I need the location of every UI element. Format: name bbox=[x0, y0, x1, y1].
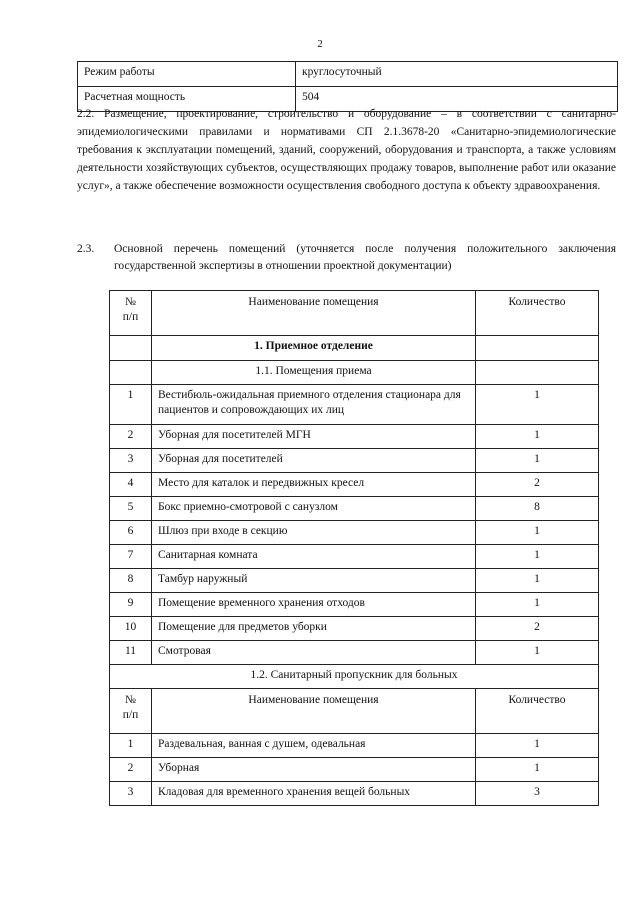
empty-cell bbox=[110, 336, 152, 361]
paragraph-2-2: 2.2. Размещение, проектирование, строительство и оборудование – в соответствии с санитарно-эпидемиологическими правилами и нормативами СП 2.1.3678-20 «Санитарно-эпидемиологические требования к эксплуатации помещений, зданий, сооружений, оборудования и транспорта, а также условиям деятельности хозяйствующих субъектов, осуществляющих продажу товаров, выполнение работ или оказание услуг», а также обеспечение возможности осуществления свободного доступа к объекту здравоохранения. bbox=[77, 108, 616, 192]
table-row bbox=[110, 521, 599, 545]
room-name: Уборная для посетителей bbox=[152, 449, 476, 473]
table-row bbox=[110, 569, 599, 593]
room-name: Помещение временного хранения отходов bbox=[152, 593, 476, 617]
section-title: 1. Приемное отделение bbox=[152, 336, 476, 361]
room-quantity: 1 bbox=[476, 545, 599, 569]
room-quantity: 1 bbox=[476, 425, 599, 449]
room-name: Кладовая для временного хранения вещей больных bbox=[152, 782, 476, 806]
row-number: 8 bbox=[110, 569, 152, 593]
table-row bbox=[110, 545, 599, 569]
row-number: 1 bbox=[110, 734, 152, 758]
row-number: 7 bbox=[110, 545, 152, 569]
room-quantity: 8 bbox=[476, 497, 599, 521]
empty-cell bbox=[476, 361, 599, 385]
room-quantity: 3 bbox=[476, 782, 599, 806]
table-row bbox=[110, 497, 599, 521]
header-quantity: Количество bbox=[476, 689, 599, 734]
row-number: 2 bbox=[110, 425, 152, 449]
room-name: Раздевальная, ванная с душем, одевальная bbox=[152, 734, 476, 758]
table-row bbox=[110, 782, 599, 806]
room-quantity: 1 bbox=[476, 385, 599, 425]
param-value: 504 bbox=[296, 87, 618, 112]
room-quantity: 1 bbox=[476, 641, 599, 665]
section-text: Основной перечень помещений (уточняется после получения положительного заключения государственной экспертизы в отношении проектной документации) bbox=[114, 243, 616, 272]
rooms-table bbox=[109, 290, 599, 806]
row-number: 9 bbox=[110, 593, 152, 617]
row-number: 11 bbox=[110, 641, 152, 665]
row-number: 2 bbox=[110, 758, 152, 782]
room-name: Тамбур наружный bbox=[152, 569, 476, 593]
room-name: Место для каталок и передвижных кресел bbox=[152, 473, 476, 497]
param-label: Расчетная мощность bbox=[78, 87, 296, 112]
room-name: Бокс приемно-смотровой с санузлом bbox=[152, 497, 476, 521]
table-row bbox=[110, 473, 599, 497]
header-quantity: Количество bbox=[476, 291, 599, 336]
room-quantity: 1 bbox=[476, 758, 599, 782]
room-name: Вестибюль-ожидальная приемного отделения стационара для пациентов и сопровождающих их лиц bbox=[152, 385, 476, 425]
room-name: Уборная bbox=[152, 758, 476, 782]
table-row bbox=[110, 385, 599, 425]
table-row bbox=[110, 641, 599, 665]
param-value: круглосуточный bbox=[296, 62, 618, 87]
table-row bbox=[110, 617, 599, 641]
table-header-row bbox=[110, 689, 599, 734]
empty-cell bbox=[110, 361, 152, 385]
room-quantity: 2 bbox=[476, 617, 599, 641]
table-row bbox=[78, 62, 618, 87]
row-number: 5 bbox=[110, 497, 152, 521]
row-number: 4 bbox=[110, 473, 152, 497]
subsection-title: 1.1. Помещения приема bbox=[152, 361, 476, 385]
header-name: Наименование помещения bbox=[152, 291, 476, 336]
row-number: 6 bbox=[110, 521, 152, 545]
room-quantity: 2 bbox=[476, 473, 599, 497]
row-number: 10 bbox=[110, 617, 152, 641]
subsection-title-row bbox=[110, 665, 599, 689]
page-number: 2 bbox=[317, 38, 323, 50]
header-number: № п/п bbox=[110, 291, 152, 336]
row-number: 1 bbox=[110, 385, 152, 425]
section-2-3 bbox=[77, 241, 616, 275]
room-quantity: 1 bbox=[476, 449, 599, 473]
section-number: 2.3. bbox=[77, 243, 95, 255]
table-row bbox=[110, 758, 599, 782]
table-row bbox=[110, 734, 599, 758]
room-name: Санитарная комната bbox=[152, 545, 476, 569]
room-quantity: 1 bbox=[476, 521, 599, 545]
room-quantity: 1 bbox=[476, 734, 599, 758]
subsection-title-row bbox=[110, 361, 599, 385]
room-name: Шлюз при входе в секцию bbox=[152, 521, 476, 545]
table-row bbox=[110, 593, 599, 617]
table-row bbox=[110, 449, 599, 473]
room-quantity: 1 bbox=[476, 593, 599, 617]
param-label: Режим работы bbox=[78, 62, 296, 87]
room-name: Уборная для посетителей МГН bbox=[152, 425, 476, 449]
header-number: № п/п bbox=[110, 689, 152, 734]
row-number: 3 bbox=[110, 782, 152, 806]
room-quantity: 1 bbox=[476, 569, 599, 593]
row-number: 3 bbox=[110, 449, 152, 473]
subsection-title: 1.2. Санитарный пропускник для больных bbox=[110, 665, 599, 689]
empty-cell bbox=[476, 336, 599, 361]
header-name: Наименование помещения bbox=[152, 689, 476, 734]
table-row bbox=[110, 425, 599, 449]
section-title-row bbox=[110, 336, 599, 361]
room-name: Смотровая bbox=[152, 641, 476, 665]
room-name: Помещение для предметов уборки bbox=[152, 617, 476, 641]
table-header-row bbox=[110, 291, 599, 336]
